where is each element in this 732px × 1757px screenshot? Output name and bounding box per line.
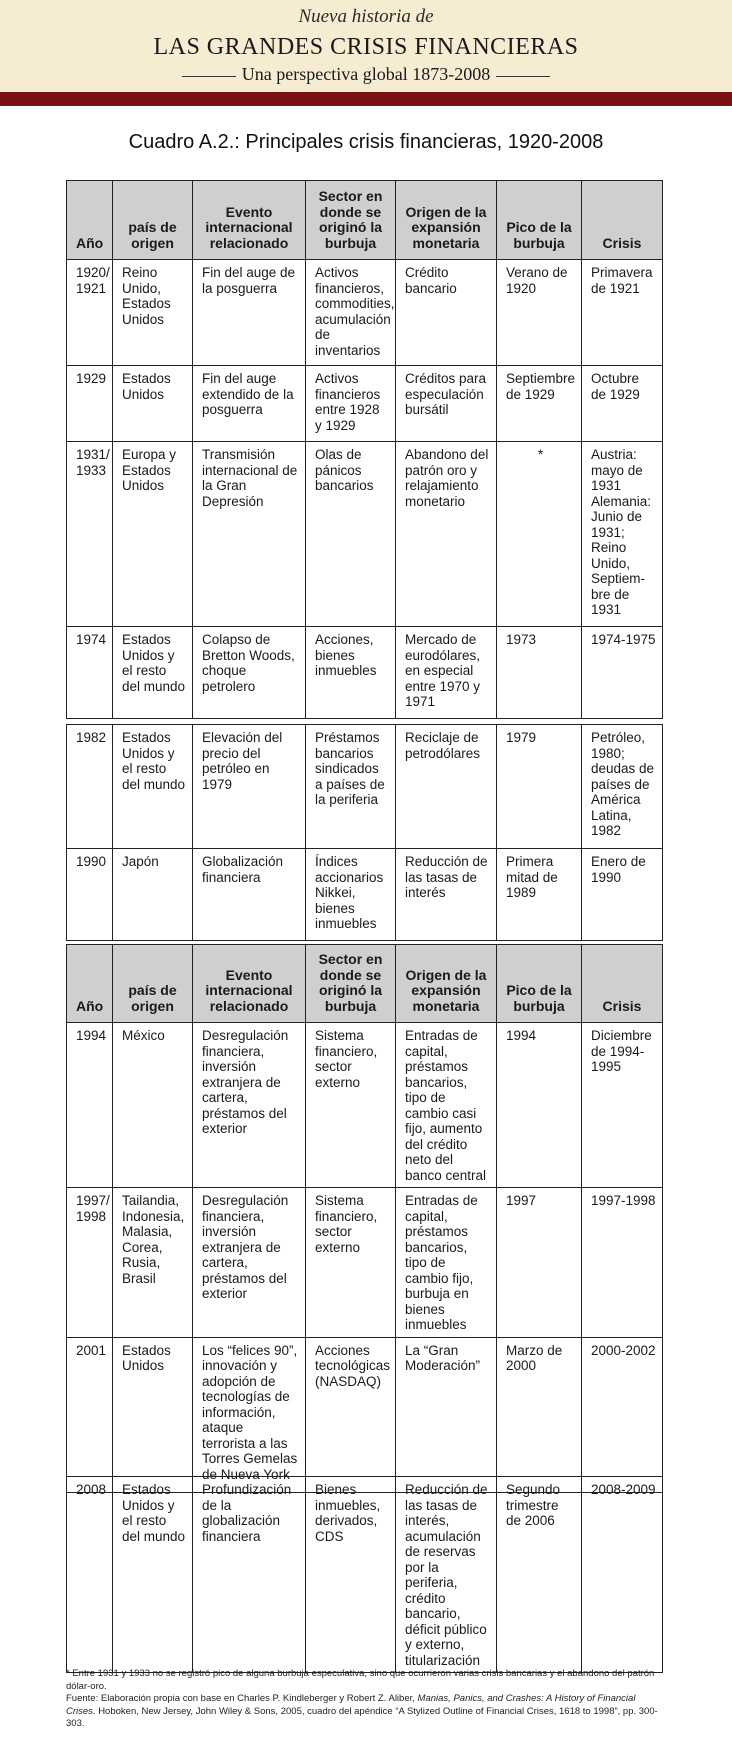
- cell-bubble-peak: 1973: [497, 627, 582, 719]
- col-header-country: país de origen: [113, 945, 193, 1023]
- table-title: Cuadro A.2.: Principales crisis financieras, 1920-2008: [128, 131, 604, 153]
- subtitle-rule-right: [496, 76, 550, 77]
- cell-monetary-origin: Abandono del patrón oro y relajamiento monetario: [396, 442, 497, 627]
- cell-year: 2001: [67, 1337, 113, 1492]
- cell-country: Estados Unidos y el resto del mundo: [113, 627, 193, 719]
- col-header-sector: Sector en donde se originó la burbuja: [306, 181, 396, 260]
- col-header-monetary-origin: Origen de la expansión monetaria: [396, 945, 497, 1023]
- cell-event: Desregulación financiera, inversión extranjera de cartera, préstamos del exterior: [193, 1188, 306, 1338]
- cell-year: 1990: [67, 849, 113, 941]
- table-row: [67, 1188, 663, 1338]
- cell-sector: Bienes inmuebles, derivados, CDS: [306, 1477, 396, 1673]
- cell-bubble-peak: Primera mitad de 1989: [497, 849, 582, 941]
- col-header-bubble-peak: Pico de la burbuja: [497, 945, 582, 1023]
- col-header-event: Evento internacional relacionado: [193, 181, 306, 260]
- cell-monetary-origin: Créditos para especulación bursátil: [396, 366, 497, 442]
- cell-sector: Olas de pánicos bancarios: [306, 442, 396, 627]
- cell-monetary-origin: Reciclaje de petrodólares: [396, 725, 497, 849]
- source-prefix: Fuente: Elaboración propia con base en Charles P. Kindleberger y Robert Z. Aliber,: [66, 1693, 418, 1704]
- table-row: [67, 366, 663, 442]
- footnote-source: [66, 1693, 666, 1731]
- cell-crisis: 2000-2002: [582, 1337, 663, 1492]
- book-subtitle-text: Una perspectiva global 1873-2008: [241, 64, 491, 84]
- cell-country: Japón: [113, 849, 193, 941]
- cell-bubble-peak: Segundo trimestre de 2006: [497, 1477, 582, 1673]
- crisis-table-2: [66, 724, 663, 941]
- table-row: [67, 1023, 663, 1188]
- table-row: [67, 442, 663, 627]
- table-row: [67, 260, 663, 366]
- table-row: [67, 627, 663, 719]
- cell-year: 1920/ 1921: [67, 260, 113, 366]
- cell-country: Estados Unidos: [113, 366, 193, 442]
- cell-crisis: Petróleo, 1980; deudas de países de América Latina, 1982: [582, 725, 663, 849]
- book-title: LAS GRANDES CRISIS FINANCIERAS: [153, 34, 579, 60]
- cell-bubble-peak: Verano de 1920: [497, 260, 582, 366]
- cell-sector: Préstamos bancarios sindicados a países de la periferia: [306, 725, 396, 849]
- cell-event: Fin del auge de la posguerra: [193, 260, 306, 366]
- cell-event: Desregulación financiera, inversión extranjera de cartera, préstamos del exterior: [193, 1023, 306, 1188]
- cell-year: 1974: [67, 627, 113, 719]
- cell-event: Elevación del precio del petróleo en 1979: [193, 725, 306, 849]
- cell-event: Los “felices 90”, innovación y adopción de tecnologías de información, ataque terrorista a las Torres Gemelas de Nueva York: [193, 1337, 306, 1492]
- cell-monetary-origin: Entradas de capital, préstamos bancarios, tipo de cambio fijo, burbuja en bienes inmuebles: [396, 1188, 497, 1338]
- cell-monetary-origin: Reducción de las tasas de interés: [396, 849, 497, 941]
- table-row: [67, 725, 663, 849]
- cell-country: Estados Unidos y el resto del mundo: [113, 1477, 193, 1673]
- cell-monetary-origin: Entradas de capital, préstamos bancarios, tipo de cambio casi fijo, aumento del crédito neto del banco central: [396, 1023, 497, 1188]
- source-suffix: . Hoboken, New Jersey, John Wiley & Sons, 2005, cuadro del apéndice “A Stylized Outline of Financial Crises, 1618 to 1998”, pp. 300-303.: [66, 1705, 658, 1729]
- cell-year: 1931/ 1933: [67, 442, 113, 627]
- cell-year: 1982: [67, 725, 113, 849]
- cell-year: 1929: [67, 366, 113, 442]
- cell-crisis: Austria: mayo de 1931 Alemania: Junio de 1931; Reino Unido, Septiem- bre de 1931: [582, 442, 663, 627]
- cell-sector: Índices accionarios Nikkei, bienes inmuebles: [306, 849, 396, 941]
- table-row: [67, 1337, 663, 1492]
- cell-sector: Sistema financiero, sector externo: [306, 1188, 396, 1338]
- cell-event: Profundización de la globalización financiera: [193, 1477, 306, 1673]
- crisis-table-1: [66, 180, 663, 719]
- cell-crisis: 2008-2009: [582, 1477, 663, 1673]
- cell-country: Reino Unido, Estados Unidos: [113, 260, 193, 366]
- col-header-sector: Sector en donde se originó la burbuja: [306, 945, 396, 1023]
- cell-bubble-peak: 1979: [497, 725, 582, 849]
- cell-country: México: [113, 1023, 193, 1188]
- cell-sector: Activos financieros, commodities, acumulación de inventarios: [306, 260, 396, 366]
- cell-crisis: Diciembre de 1994-1995: [582, 1023, 663, 1188]
- cell-country: Estados Unidos y el resto del mundo: [113, 725, 193, 849]
- table-header-row: [67, 945, 663, 1023]
- book-pretitle: Nueva historia de: [298, 6, 434, 27]
- col-header-event: Evento internacional relacionado: [193, 945, 306, 1023]
- cell-event: Fin del auge extendido de la posguerra: [193, 366, 306, 442]
- cell-sector: Acciones, bienes inmuebles: [306, 627, 396, 719]
- col-header-monetary-origin: Origen de la expansión monetaria: [396, 181, 497, 260]
- col-header-country: país de origen: [113, 181, 193, 260]
- cell-monetary-origin: Mercado de eurodólares, en especial entre 1970 y 1971: [396, 627, 497, 719]
- cell-sector: Activos financieros entre 1928 y 1929: [306, 366, 396, 442]
- subtitle-rule-left: [182, 76, 236, 77]
- cell-sector: Acciones tecnológicas (NASDAQ): [306, 1337, 396, 1492]
- table-header-row: [67, 181, 663, 260]
- cell-crisis: 1997-1998: [582, 1188, 663, 1338]
- cell-crisis: Primavera de 1921: [582, 260, 663, 366]
- col-header-crisis: Crisis: [582, 181, 663, 260]
- cell-country: Estados Unidos: [113, 1337, 193, 1492]
- cell-monetary-origin: La “Gran Moderación”: [396, 1337, 497, 1492]
- cell-bubble-peak: Septiembre de 1929: [497, 366, 582, 442]
- cell-crisis: 1974-1975: [582, 627, 663, 719]
- cell-bubble-peak: 1997: [497, 1188, 582, 1338]
- cell-country: Tailandia, Indonesia, Malasia, Corea, Rusia, Brasil: [113, 1188, 193, 1338]
- header-band: [0, 92, 732, 106]
- footnote-marker: *: [537, 447, 544, 462]
- cell-sector: Sistema financiero, sector externo: [306, 1023, 396, 1188]
- cell-event: Transmisión internacional de la Gran Depresión: [193, 442, 306, 627]
- cell-event: Colapso de Bretton Woods, choque petrolero: [193, 627, 306, 719]
- col-header-crisis: Crisis: [582, 945, 663, 1023]
- cell-crisis: Enero de 1990: [582, 849, 663, 941]
- col-header-bubble-peak: Pico de la burbuja: [497, 181, 582, 260]
- footnotes: [66, 1668, 666, 1731]
- cell-bubble-peak: [497, 442, 582, 627]
- cell-event: Globalización financiera: [193, 849, 306, 941]
- cell-monetary-origin: Crédito bancario: [396, 260, 497, 366]
- col-header-year: Año: [67, 181, 113, 260]
- table-row: [67, 1477, 663, 1673]
- crisis-table-4: [66, 1476, 663, 1673]
- footnote-asterisk: * Entre 1931 y 1933 no se registró pico de alguna burbuja especulativa, sino que ocurrieron varias crisis bancarias y el abandono del patrón dólar-oro.: [66, 1668, 655, 1692]
- book-header: [0, 0, 732, 92]
- cell-monetary-origin: Reducción de las tasas de interés, acumulación de reservas por la periferia, crédito bancario, déficit público y externo, titularización: [396, 1477, 497, 1673]
- cell-year: 1997/ 1998: [67, 1188, 113, 1338]
- cell-crisis: Octubre de 1929: [582, 366, 663, 442]
- table-row: [67, 849, 663, 941]
- book-subtitle: [0, 64, 732, 85]
- source-book-title: Manias, Panics, and Crashes: A History of Financial Crises: [66, 1693, 636, 1717]
- crisis-table-3: [66, 944, 663, 1493]
- cell-year: 2008: [67, 1477, 113, 1673]
- cell-bubble-peak: 1994: [497, 1023, 582, 1188]
- cell-year: 1994: [67, 1023, 113, 1188]
- cell-country: Europa y Estados Unidos: [113, 442, 193, 627]
- col-header-year: Año: [67, 945, 113, 1023]
- cell-bubble-peak: Marzo de 2000: [497, 1337, 582, 1492]
